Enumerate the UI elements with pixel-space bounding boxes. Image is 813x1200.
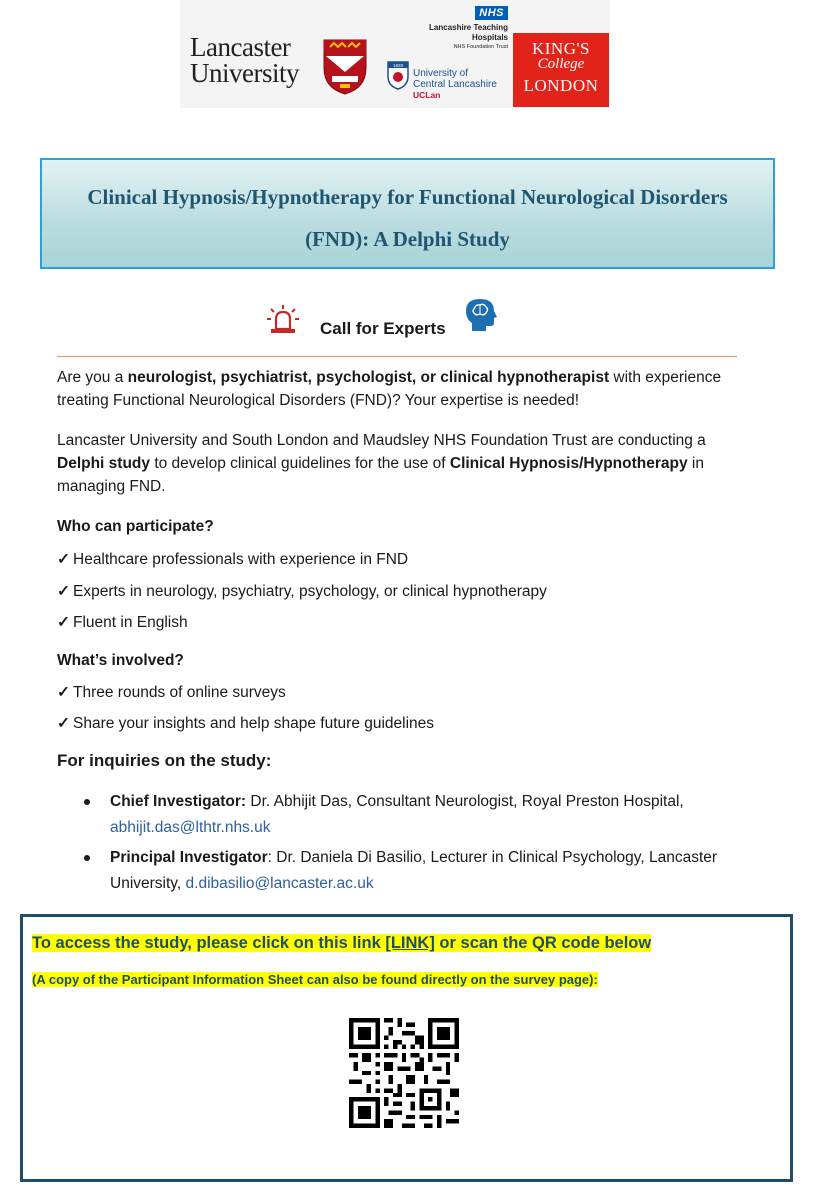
access-instructions bbox=[32, 934, 651, 953]
check-icon: ✓ bbox=[57, 614, 70, 631]
section-divider bbox=[57, 356, 737, 357]
uclan-year: 1828 bbox=[392, 63, 404, 68]
delphi-study-term: Delphi study bbox=[57, 455, 151, 472]
title-box bbox=[40, 158, 775, 269]
contact-email-link[interactable]: d.dibasilio@lancaster.ac.uk bbox=[185, 875, 374, 892]
intro-paragraph-2 bbox=[57, 429, 757, 498]
check-icon: ✓ bbox=[57, 684, 70, 701]
list-item-text: Three rounds of online surveys bbox=[73, 684, 286, 701]
contact-role: Principal Investigator bbox=[110, 849, 268, 866]
contact-chief-investigator bbox=[110, 789, 760, 841]
kcl-line3: LONDON bbox=[523, 76, 599, 95]
list-item bbox=[57, 582, 547, 601]
bullet-icon bbox=[84, 855, 90, 861]
involved-heading: What’s involved? bbox=[57, 652, 184, 669]
intro-paragraph-1 bbox=[57, 366, 757, 412]
uclan-logo bbox=[385, 56, 515, 104]
lancaster-logo-line2: University bbox=[190, 58, 299, 88]
lancaster-logo-line1: Lancaster bbox=[190, 32, 291, 62]
list-item-text: Healthcare professionals with experience in FND bbox=[73, 551, 409, 568]
info-sheet-note-text: (A copy of the Participant Information Sheet can also be found directly on the survey page): bbox=[32, 972, 598, 987]
intro-text: to develop clinical guidelines for the use of bbox=[150, 455, 450, 472]
access-text: or scan the QR code below bbox=[434, 934, 652, 952]
list-item bbox=[57, 683, 286, 702]
kcl-line1: KING'S bbox=[531, 39, 590, 58]
page-title bbox=[42, 176, 773, 260]
nhs-trust-line1: Lancashire Teaching bbox=[429, 23, 508, 32]
contact-details: : Dr. Daniela Di Basilio, Lecturer in Clinical Psychology, Lancaster University, bbox=[110, 849, 718, 892]
lancashire-teaching-hospitals-logo bbox=[388, 4, 512, 48]
contact-email-link[interactable]: abhijit.das@lthtr.nhs.uk bbox=[110, 819, 271, 836]
hypnotherapy-term: Clinical Hypnosis/Hypnotherapy bbox=[449, 455, 688, 472]
uclan-crest-icon bbox=[387, 60, 409, 90]
check-icon: ✓ bbox=[57, 551, 70, 568]
inquiries-heading: For inquiries on the study: bbox=[57, 751, 272, 770]
intro-professions: neurologist, psychiatrist, psychologist, or clinical hypnotherapist bbox=[127, 369, 610, 386]
uclan-line1: University of bbox=[413, 68, 469, 79]
list-item bbox=[57, 550, 408, 569]
intro-text: Are you a bbox=[57, 369, 128, 386]
list-item bbox=[57, 714, 434, 733]
page-title-line2: (FND): A Delphi Study bbox=[305, 227, 510, 251]
nhs-badge: NHS bbox=[475, 6, 508, 20]
intro-text: in managing FND. bbox=[57, 455, 704, 495]
list-item-text: Fluent in English bbox=[73, 614, 188, 631]
kings-college-london-logo bbox=[513, 33, 609, 107]
study-link[interactable]: [LINK] bbox=[385, 934, 435, 952]
bullet-icon bbox=[84, 799, 90, 805]
uclan-line3: UCLan bbox=[413, 90, 441, 100]
contact-role: Chief Investigator: bbox=[110, 793, 247, 810]
alarm-light-icon bbox=[266, 305, 300, 335]
check-icon: ✓ bbox=[57, 583, 70, 600]
intro-text: Lancaster University and South London and Maudsley NHS Foundation Trust are conducting a bbox=[57, 432, 706, 449]
intro-text: with experience treating Functional Neurological Disorders (FND)? Your expertise is needed! bbox=[57, 369, 722, 409]
info-sheet-note bbox=[32, 972, 598, 987]
kcl-line2: College bbox=[537, 56, 585, 72]
list-item-text: Share your insights and help shape future guidelines bbox=[73, 715, 435, 732]
contact-principal-investigator bbox=[110, 845, 760, 897]
qr-code-icon[interactable] bbox=[349, 1018, 459, 1128]
lancaster-shield-icon bbox=[322, 38, 368, 96]
contact-details: Dr. Abhijit Das, Consultant Neurologist, Royal Preston Hospital, bbox=[246, 793, 684, 810]
participate-heading: Who can participate? bbox=[57, 518, 214, 535]
list-item-text: Experts in neurology, psychiatry, psychology, or clinical hypnotherapy bbox=[73, 583, 547, 600]
nhs-trust-line3: NHS Foundation Trust bbox=[453, 44, 508, 50]
check-icon: ✓ bbox=[57, 715, 70, 732]
list-item bbox=[57, 613, 188, 632]
call-for-experts-heading: Call for Experts bbox=[320, 319, 446, 338]
nhs-trust-line2: Hospitals bbox=[471, 33, 508, 42]
uclan-line2: Central Lancashire bbox=[413, 79, 497, 90]
page-title-line1: Clinical Hypnosis/Hypnotherapy for Functional Neurological Disorders bbox=[87, 185, 728, 209]
access-text: To access the study, please click on this link bbox=[32, 934, 386, 952]
brain-head-icon bbox=[464, 297, 498, 333]
